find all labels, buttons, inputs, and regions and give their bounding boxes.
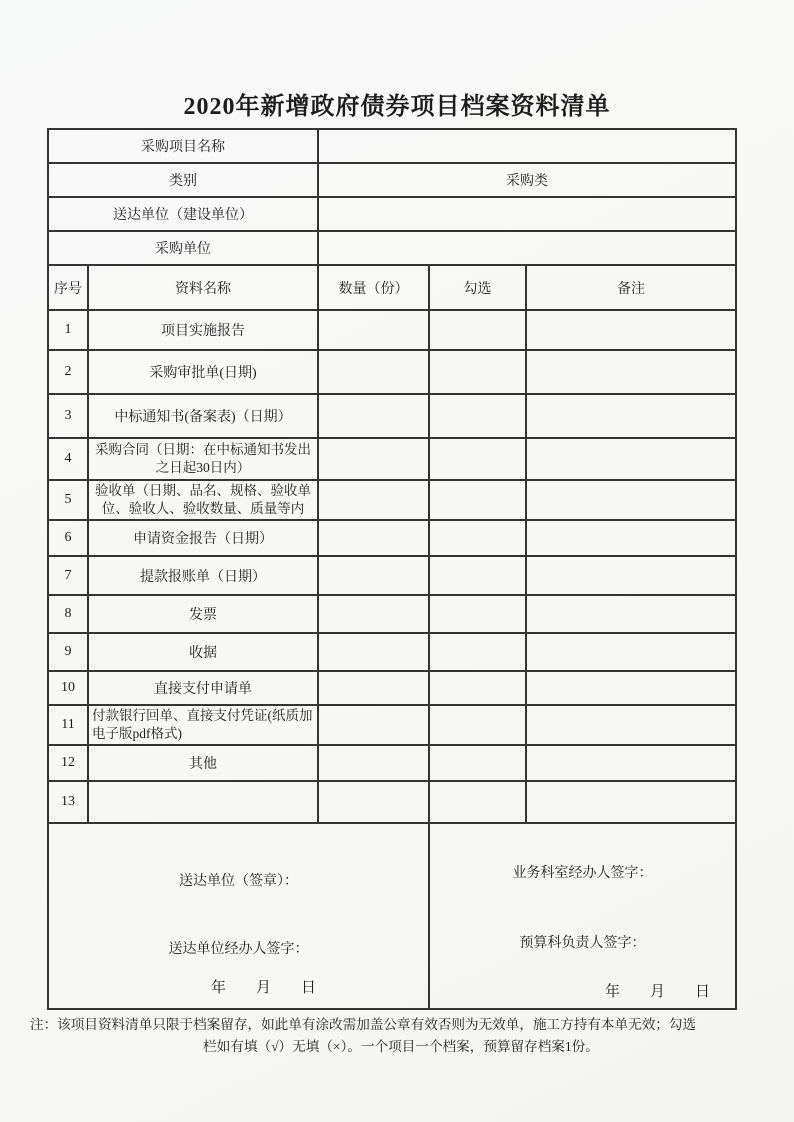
signature-right-cell xyxy=(429,823,736,1009)
item-row xyxy=(48,556,736,595)
footnote xyxy=(30,1014,772,1058)
item-row xyxy=(48,520,736,556)
row-number-cell: 8 xyxy=(48,595,88,633)
item-row xyxy=(48,350,736,394)
item-row xyxy=(48,671,736,705)
check-cell xyxy=(429,556,526,595)
business-office-signer-label: 业务科室经办人签字： xyxy=(512,866,653,882)
header-row xyxy=(48,265,736,310)
item-row xyxy=(48,633,736,671)
item-row xyxy=(48,438,736,480)
check-cell xyxy=(429,394,526,438)
date-line-right: 年 月 日 xyxy=(604,984,710,1001)
qty-cell xyxy=(318,556,429,595)
qty-cell xyxy=(318,394,429,438)
check-cell xyxy=(429,310,526,350)
row-number-cell: 12 xyxy=(48,745,88,781)
qty-cell xyxy=(318,781,429,823)
check-cell xyxy=(429,350,526,394)
check-cell xyxy=(429,705,526,745)
row-number-cell: 6 xyxy=(48,520,88,556)
info-row xyxy=(48,231,736,265)
info-label-cell: 采购单位 xyxy=(48,231,318,265)
material-name-cell: 采购合同（日期：在中标通知书发出之日起30日内） xyxy=(88,438,318,480)
archive-materials-table xyxy=(47,128,737,1010)
footnote-line1: 注：该项目资料清单只限于档案留存，如此单有涂改需加盖公章有效否则为无效单，施工方持有本单无效；勾选 xyxy=(30,1017,697,1032)
date-line-left: 年 月 日 xyxy=(210,980,316,997)
item-row xyxy=(48,480,736,520)
info-label-cell: 类别 xyxy=(48,163,318,197)
item-row xyxy=(48,781,736,823)
material-name-cell: 付款银行回单、直接支付凭证(纸质加电子版pdf格式) xyxy=(88,705,318,745)
info-value-cell xyxy=(318,129,736,163)
check-cell xyxy=(429,781,526,823)
signature-row xyxy=(48,823,736,1009)
remark-cell xyxy=(526,705,736,745)
row-number-cell: 1 xyxy=(48,310,88,350)
material-name-cell: 提款报账单（日期） xyxy=(88,556,318,595)
column-header: 备注 xyxy=(526,265,736,310)
check-cell xyxy=(429,745,526,781)
remark-cell xyxy=(526,480,736,520)
info-label-cell: 采购项目名称 xyxy=(48,129,318,163)
info-value-cell: 采购类 xyxy=(318,163,736,197)
remark-cell xyxy=(526,781,736,823)
remark-cell xyxy=(526,350,736,394)
material-name-cell: 采购审批单(日期) xyxy=(88,350,318,394)
row-number-cell: 13 xyxy=(48,781,88,823)
material-name-cell: 项目实施报告 xyxy=(88,310,318,350)
qty-cell xyxy=(318,745,429,781)
remark-cell xyxy=(526,556,736,595)
check-cell xyxy=(429,520,526,556)
remark-cell xyxy=(526,310,736,350)
qty-cell xyxy=(318,438,429,480)
item-row xyxy=(48,595,736,633)
delivery-unit-seal-label: 送达单位（签章）： xyxy=(179,874,298,890)
remark-cell xyxy=(526,745,736,781)
qty-cell xyxy=(318,310,429,350)
item-row xyxy=(48,310,736,350)
material-name-cell: 中标通知书(备案表)（日期） xyxy=(88,394,318,438)
material-name-cell: 验收单（日期、品名、规格、验收单位、验收人、验收数量、质量等内 xyxy=(88,480,318,520)
delivery-unit-signer-label: 送达单位经办人签字： xyxy=(168,942,309,958)
column-header: 勾选 xyxy=(429,265,526,310)
check-cell xyxy=(429,438,526,480)
remark-cell xyxy=(526,520,736,556)
remark-cell xyxy=(526,671,736,705)
info-value-cell xyxy=(318,231,736,265)
page-title: 2020年新增政府债券项目档案资料清单 xyxy=(183,94,611,120)
qty-cell xyxy=(318,480,429,520)
qty-cell xyxy=(318,520,429,556)
material-name-cell: 收据 xyxy=(88,633,318,671)
info-label-cell: 送达单位（建设单位） xyxy=(48,197,318,231)
remark-cell xyxy=(526,633,736,671)
item-row xyxy=(48,745,736,781)
qty-cell xyxy=(318,671,429,705)
item-row xyxy=(48,705,736,745)
row-number-cell: 4 xyxy=(48,438,88,480)
material-name-cell: 其他 xyxy=(88,745,318,781)
qty-cell xyxy=(318,595,429,633)
row-number-cell: 10 xyxy=(48,671,88,705)
row-number-cell: 5 xyxy=(48,480,88,520)
info-row xyxy=(48,129,736,163)
column-header: 序号 xyxy=(48,265,88,310)
signature-left-cell xyxy=(48,823,429,1009)
material-name-cell: 申请资金报告（日期） xyxy=(88,520,318,556)
row-number-cell: 3 xyxy=(48,394,88,438)
budget-office-signer-label: 预算科负责人签字： xyxy=(519,936,646,952)
info-value-cell xyxy=(318,197,736,231)
column-header: 数量（份） xyxy=(318,265,429,310)
column-header: 资料名称 xyxy=(88,265,318,310)
row-number-cell: 7 xyxy=(48,556,88,595)
info-row xyxy=(48,163,736,197)
remark-cell xyxy=(526,438,736,480)
remark-cell xyxy=(526,595,736,633)
check-cell xyxy=(429,671,526,705)
info-row xyxy=(48,197,736,231)
remark-cell xyxy=(526,394,736,438)
material-name-cell xyxy=(88,781,318,823)
material-name-cell: 发票 xyxy=(88,595,318,633)
row-number-cell: 9 xyxy=(48,633,88,671)
qty-cell xyxy=(318,350,429,394)
material-name-cell: 直接支付申请单 xyxy=(88,671,318,705)
row-number-cell: 11 xyxy=(48,705,88,745)
qty-cell xyxy=(318,705,429,745)
row-number-cell: 2 xyxy=(48,350,88,394)
check-cell xyxy=(429,595,526,633)
check-cell xyxy=(429,480,526,520)
qty-cell xyxy=(318,633,429,671)
item-row xyxy=(48,394,736,438)
check-cell xyxy=(429,633,526,671)
footnote-line2: 栏如有填（√）无填（×）。一个项目一个档案，预算留存档案1份。 xyxy=(203,1038,599,1054)
